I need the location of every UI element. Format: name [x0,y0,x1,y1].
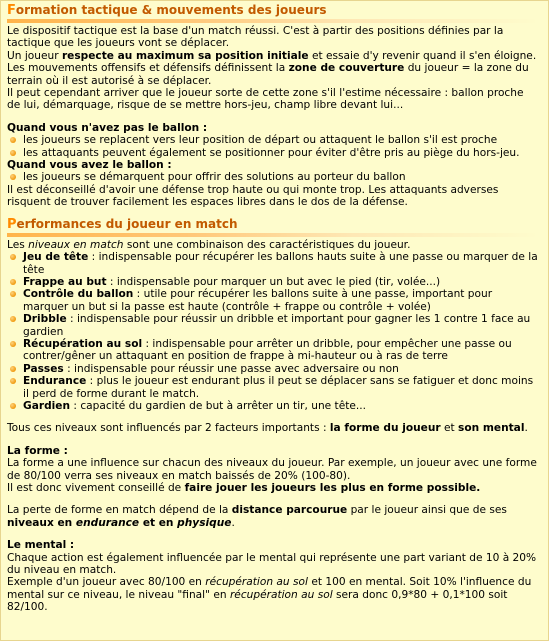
bold-text: zone de couverture [288,62,405,75]
text: . [231,516,235,529]
bullet-icon [10,341,16,347]
level-name: Contrôle du ballon [23,288,134,301]
formation-content [1,25,548,209]
list-item [7,338,540,363]
list-item-text: les joueurs se démarquent pour offrir des solutions au porteur du ballon [23,171,406,184]
bold-text: son mental [458,422,525,435]
list-item [7,276,540,288]
paragraph: Le dispositif tactique est la base d'un match réussi. C'est à partir des positions définies par la tactique que les joueurs vont se déplacer. [7,25,504,50]
list-item [7,363,540,375]
paragraph [7,576,540,613]
without-ball-list [7,134,540,159]
bold-italic-text: physique [177,516,232,529]
text: Tous ces niveaux sont influencés par 2 facteurs importants : [7,422,330,435]
bullet-icon [10,137,16,143]
bullet-icon [10,291,16,297]
level-name: Gardien [23,399,71,412]
level-desc: : indispensable pour récupérer les ballons hauts suite à une passe ou marquer de la tête [23,251,538,276]
paragraph [7,482,540,494]
title-underline [7,233,540,237]
level-desc: : utile pour récupérer les ballons suite à une passe, important pour marquer un but si la passe est haute (contrôle + frappe ou contrôle + volée) [23,288,493,313]
paragraph: Chaque action est également influencée par le mental qui représente une part variant de 10 à 20% du niveau en match. [7,551,537,577]
text: sont une combinaison des caractéristiques du joueur. [123,238,411,251]
bold-text: distance parcourue [231,504,348,517]
paragraph [7,62,540,87]
title-text: ormation tactique & mouvements des joueurs [15,3,327,17]
bold-text: respecte au maximum sa position initiale [61,49,309,62]
text: par le joueur ainsi que de ses [347,504,507,517]
paragraph: Il peut cependant arriver que le joueur sorte de cette zone s'il l'estime nécessaire : ballon proche de lui, démarquage, risque de se mettre hors-jeu, champ libre devant lui... [7,87,524,112]
levels-list [7,251,540,412]
bullet-icon [10,150,16,156]
level-name: Jeu de tête [23,251,89,264]
paragraph [7,504,540,529]
list-item [7,400,540,412]
level-desc: : capacité du gardien de but à arrêter un tir, une tête... [70,399,366,412]
list-item [7,313,540,338]
level-name: Récupération au sol [23,337,143,350]
bold-italic-text: endurance [75,516,140,529]
text: du joueur = la zone du terrain où il est autorisé à se déplacer. [7,62,529,87]
level-name: Frappe au but [23,275,107,288]
paragraph [7,422,540,434]
text: Il est donc vivement conseillé de [7,482,185,494]
list-item [7,134,540,146]
italic-text: récupération au sol [229,588,333,601]
bullet-icon [10,378,16,384]
title-initial: F [7,3,16,18]
title-underline [7,19,540,23]
bold-text: la forme du joueur [329,422,441,435]
text: Les [7,238,29,251]
level-desc: : indispensable pour réussir un dribble et important pour gagner les 1 contre 1 face au gardien [23,313,531,338]
list-item-text: les attaquants peuvent également se positionner pour éviter d'être pris au piège du hors-jeu. [23,146,520,159]
italic-text: récupération au sol [205,576,308,589]
text: Un joueur [7,49,62,62]
title-text: erformances du joueur en match [16,216,238,231]
list-item [7,288,540,313]
list-item [7,171,540,183]
paragraph: Il est déconseillé d'avoir une défense trop haute ou qui monte trop. Les attaquants adverses risquent de trouver facilement les espaces libres dans le dos de la défense. [7,183,499,209]
bold-text: et en [139,516,178,529]
title-initial: P [7,216,17,232]
bullet-icon [10,279,16,285]
list-item [7,375,540,400]
subheading-mental: Le mental : [7,539,75,552]
text: Exemple d'un joueur avec 80/100 en [7,576,206,589]
bullet-icon [10,316,16,322]
text: et [440,422,459,435]
subheading-without-ball: Quand vous n'avez pas le ballon : [7,121,208,134]
text: et 100 en mental. Soit 10% l'influence du mental sur ce niveau, le niveau "final" en [7,576,532,601]
level-desc: : indispensable pour marquer un but avec le pied (tir, volée...) [106,275,441,288]
subheading-forme: La forme : [7,444,68,457]
subheading-with-ball: Quand vous avez le ballon : [7,159,172,172]
section-title-performances [1,215,548,233]
bold-text: faire jouer les joueurs les plus en forme possible. [184,482,481,494]
level-name: Passes [23,362,64,375]
bold-text: niveaux en [7,516,76,529]
text: et essaie d'y revenir quand il s'en éloigne. [308,49,537,62]
bullet-icon [10,254,16,260]
paragraph: La forme a une influence sur chacun des niveaux du joueur. Par exemple, un joueur avec une forme de 80/100 verra ses niveaux en match baissés de 20% (100-80). [7,457,537,482]
level-desc: : indispensable pour arrêter un dribble, pour empêcher une passe ou contrer/gêner un attaquant en position de frappe à mi-hauteur ou à ras de terre [23,337,512,363]
bullet-icon [10,403,16,409]
section-title-formation [1,1,548,19]
paragraph [7,239,540,251]
bullet-icon [10,174,16,180]
level-desc: : plus le joueur est endurant plus il peut se déplacer sans se fatiguer et donc moins il perd de forme durant le match. [23,375,534,400]
paragraph [7,50,540,62]
text: . [524,422,528,435]
level-name: Dribble [23,313,67,326]
text: La perte de forme en match dépend de la [7,504,232,517]
level-name: Endurance [23,375,87,388]
list-item [7,251,540,276]
text: sera donc 0,9*80 + 0,1*100 soit 82/100. [7,588,508,614]
text: Les mouvements offensifs et défensifs définissent la [7,62,289,75]
with-ball-list [7,171,540,183]
bullet-icon [10,366,16,372]
list-item-text: les joueurs se replacent vers leur position de départ ou attaquent le ballon s'il est proche [23,134,498,147]
list-item [7,147,540,159]
level-desc: : indispensable pour réussir une passe avec adversaire ou non [63,362,399,375]
performances-content [1,239,548,614]
italic-text: niveaux en match [28,238,124,251]
